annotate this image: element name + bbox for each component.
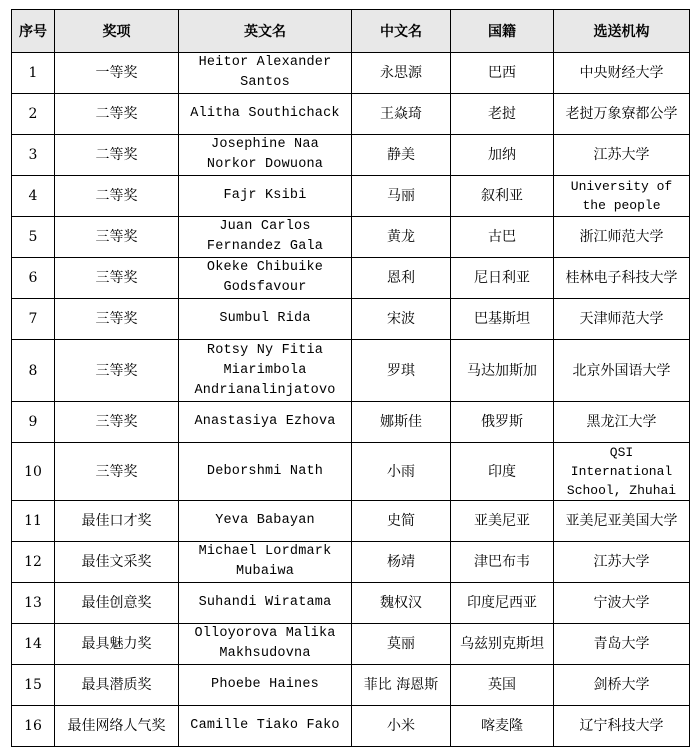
cell-cn-name: 娜斯佳 xyxy=(352,402,451,443)
cell-no: 7 xyxy=(12,299,55,340)
cell-org: 天津师范大学 xyxy=(554,299,690,340)
cell-award: 三等奖 xyxy=(55,299,179,340)
cell-en-name: Suhandi Wiratama xyxy=(179,583,352,624)
cell-award: 二等奖 xyxy=(55,94,179,135)
cell-award: 三等奖 xyxy=(55,402,179,443)
cell-country: 俄罗斯 xyxy=(451,402,554,443)
cell-country: 巴基斯坦 xyxy=(451,299,554,340)
cell-no: 8 xyxy=(12,340,55,402)
cell-en-name: Deborshmi Nath xyxy=(179,443,352,501)
cell-org: 中央财经大学 xyxy=(554,53,690,94)
cell-org: 宁波大学 xyxy=(554,583,690,624)
table-row xyxy=(12,258,690,299)
cell-cn-name: 莫丽 xyxy=(352,624,451,665)
cell-org: University of the people xyxy=(554,176,690,217)
cell-country: 古巴 xyxy=(451,217,554,258)
cell-award: 最佳创意奖 xyxy=(55,583,179,624)
cell-no: 6 xyxy=(12,258,55,299)
table-row xyxy=(12,176,690,217)
cell-cn-name: 杨靖 xyxy=(352,542,451,583)
cell-en-name: Fajr Ksibi xyxy=(179,176,352,217)
cell-no: 3 xyxy=(12,135,55,176)
cell-cn-name: 魏权汉 xyxy=(352,583,451,624)
cell-award: 二等奖 xyxy=(55,176,179,217)
cell-en-name: Yeva Babayan xyxy=(179,501,352,542)
cell-no: 16 xyxy=(12,706,55,747)
cell-no: 13 xyxy=(12,583,55,624)
table-row xyxy=(12,94,690,135)
cell-cn-name: 宋波 xyxy=(352,299,451,340)
cell-award: 最具潜质奖 xyxy=(55,665,179,706)
cell-award: 一等奖 xyxy=(55,53,179,94)
table-row xyxy=(12,135,690,176)
cell-en-name: Camille Tiako Fako xyxy=(179,706,352,747)
cell-cn-name: 罗琪 xyxy=(352,340,451,402)
cell-award: 三等奖 xyxy=(55,443,179,501)
table-row xyxy=(12,443,690,501)
cell-en-name: Michael Lordmark Mubaiwa xyxy=(179,542,352,583)
cell-org: 江苏大学 xyxy=(554,135,690,176)
table-row xyxy=(12,706,690,747)
header-en-name: 英文名 xyxy=(179,10,352,53)
cell-award: 二等奖 xyxy=(55,135,179,176)
table-row xyxy=(12,53,690,94)
cell-en-name: Alitha Southichack xyxy=(179,94,352,135)
cell-country: 津巴布韦 xyxy=(451,542,554,583)
cell-cn-name: 菲比 海恩斯 xyxy=(352,665,451,706)
cell-award: 三等奖 xyxy=(55,258,179,299)
cell-no: 1 xyxy=(12,53,55,94)
header-row xyxy=(12,10,690,53)
cell-cn-name: 王焱琦 xyxy=(352,94,451,135)
cell-cn-name: 黄龙 xyxy=(352,217,451,258)
cell-en-name: Sumbul Rida xyxy=(179,299,352,340)
header-award: 奖项 xyxy=(55,10,179,53)
cell-org: 浙江师范大学 xyxy=(554,217,690,258)
cell-cn-name: 恩利 xyxy=(352,258,451,299)
cell-no: 15 xyxy=(12,665,55,706)
table-row xyxy=(12,665,690,706)
awards-table xyxy=(11,9,690,747)
cell-country: 印度尼西亚 xyxy=(451,583,554,624)
cell-org: 桂林电子科技大学 xyxy=(554,258,690,299)
cell-en-name: Phoebe Haines xyxy=(179,665,352,706)
cell-country: 乌兹别克斯坦 xyxy=(451,624,554,665)
cell-en-name: Rotsy Ny Fitia Miarimbola Andrianalinjatovo xyxy=(179,340,352,402)
cell-country: 叙利亚 xyxy=(451,176,554,217)
cell-cn-name: 马丽 xyxy=(352,176,451,217)
header-org: 选送机构 xyxy=(554,10,690,53)
cell-no: 10 xyxy=(12,443,55,501)
table-row xyxy=(12,583,690,624)
cell-no: 2 xyxy=(12,94,55,135)
table-row xyxy=(12,299,690,340)
cell-no: 11 xyxy=(12,501,55,542)
cell-award: 最佳网络人气奖 xyxy=(55,706,179,747)
cell-award: 三等奖 xyxy=(55,340,179,402)
table-row xyxy=(12,501,690,542)
cell-cn-name: 小米 xyxy=(352,706,451,747)
cell-country: 加纳 xyxy=(451,135,554,176)
cell-no: 9 xyxy=(12,402,55,443)
table-row xyxy=(12,402,690,443)
table-row xyxy=(12,340,690,402)
table-row xyxy=(12,217,690,258)
cell-en-name: Juan Carlos Fernandez Gala xyxy=(179,217,352,258)
cell-en-name: Anastasiya Ezhova xyxy=(179,402,352,443)
cell-award: 最佳口才奖 xyxy=(55,501,179,542)
cell-country: 喀麦隆 xyxy=(451,706,554,747)
cell-cn-name: 史简 xyxy=(352,501,451,542)
cell-org: 亚美尼亚美国大学 xyxy=(554,501,690,542)
cell-org: 青岛大学 xyxy=(554,624,690,665)
cell-no: 4 xyxy=(12,176,55,217)
cell-org: 辽宁科技大学 xyxy=(554,706,690,747)
header-country: 国籍 xyxy=(451,10,554,53)
cell-country: 英国 xyxy=(451,665,554,706)
cell-country: 印度 xyxy=(451,443,554,501)
cell-org: 黑龙江大学 xyxy=(554,402,690,443)
cell-org: 北京外国语大学 xyxy=(554,340,690,402)
cell-no: 14 xyxy=(12,624,55,665)
cell-award: 最佳文采奖 xyxy=(55,542,179,583)
cell-en-name: Okeke Chibuike Godsfavour xyxy=(179,258,352,299)
cell-en-name: Josephine Naa Norkor Dowuona xyxy=(179,135,352,176)
cell-award: 三等奖 xyxy=(55,217,179,258)
cell-en-name: Olloyorova Malika Makhsudovna xyxy=(179,624,352,665)
cell-country: 老挝 xyxy=(451,94,554,135)
table-row xyxy=(12,542,690,583)
cell-org: 剑桥大学 xyxy=(554,665,690,706)
cell-cn-name: 永思源 xyxy=(352,53,451,94)
header-no: 序号 xyxy=(12,10,55,53)
cell-country: 尼日利亚 xyxy=(451,258,554,299)
cell-country: 亚美尼亚 xyxy=(451,501,554,542)
cell-org: 老挝万象寮都公学 xyxy=(554,94,690,135)
cell-no: 5 xyxy=(12,217,55,258)
cell-org: 江苏大学 xyxy=(554,542,690,583)
cell-country: 马达加斯加 xyxy=(451,340,554,402)
cell-cn-name: 小雨 xyxy=(352,443,451,501)
cell-org: QSI International School, Zhuhai xyxy=(554,443,690,501)
cell-award: 最具魅力奖 xyxy=(55,624,179,665)
table-row xyxy=(12,624,690,665)
header-cn-name: 中文名 xyxy=(352,10,451,53)
cell-no: 12 xyxy=(12,542,55,583)
cell-cn-name: 静美 xyxy=(352,135,451,176)
cell-country: 巴西 xyxy=(451,53,554,94)
cell-en-name: Heitor Alexander Santos xyxy=(179,53,352,94)
